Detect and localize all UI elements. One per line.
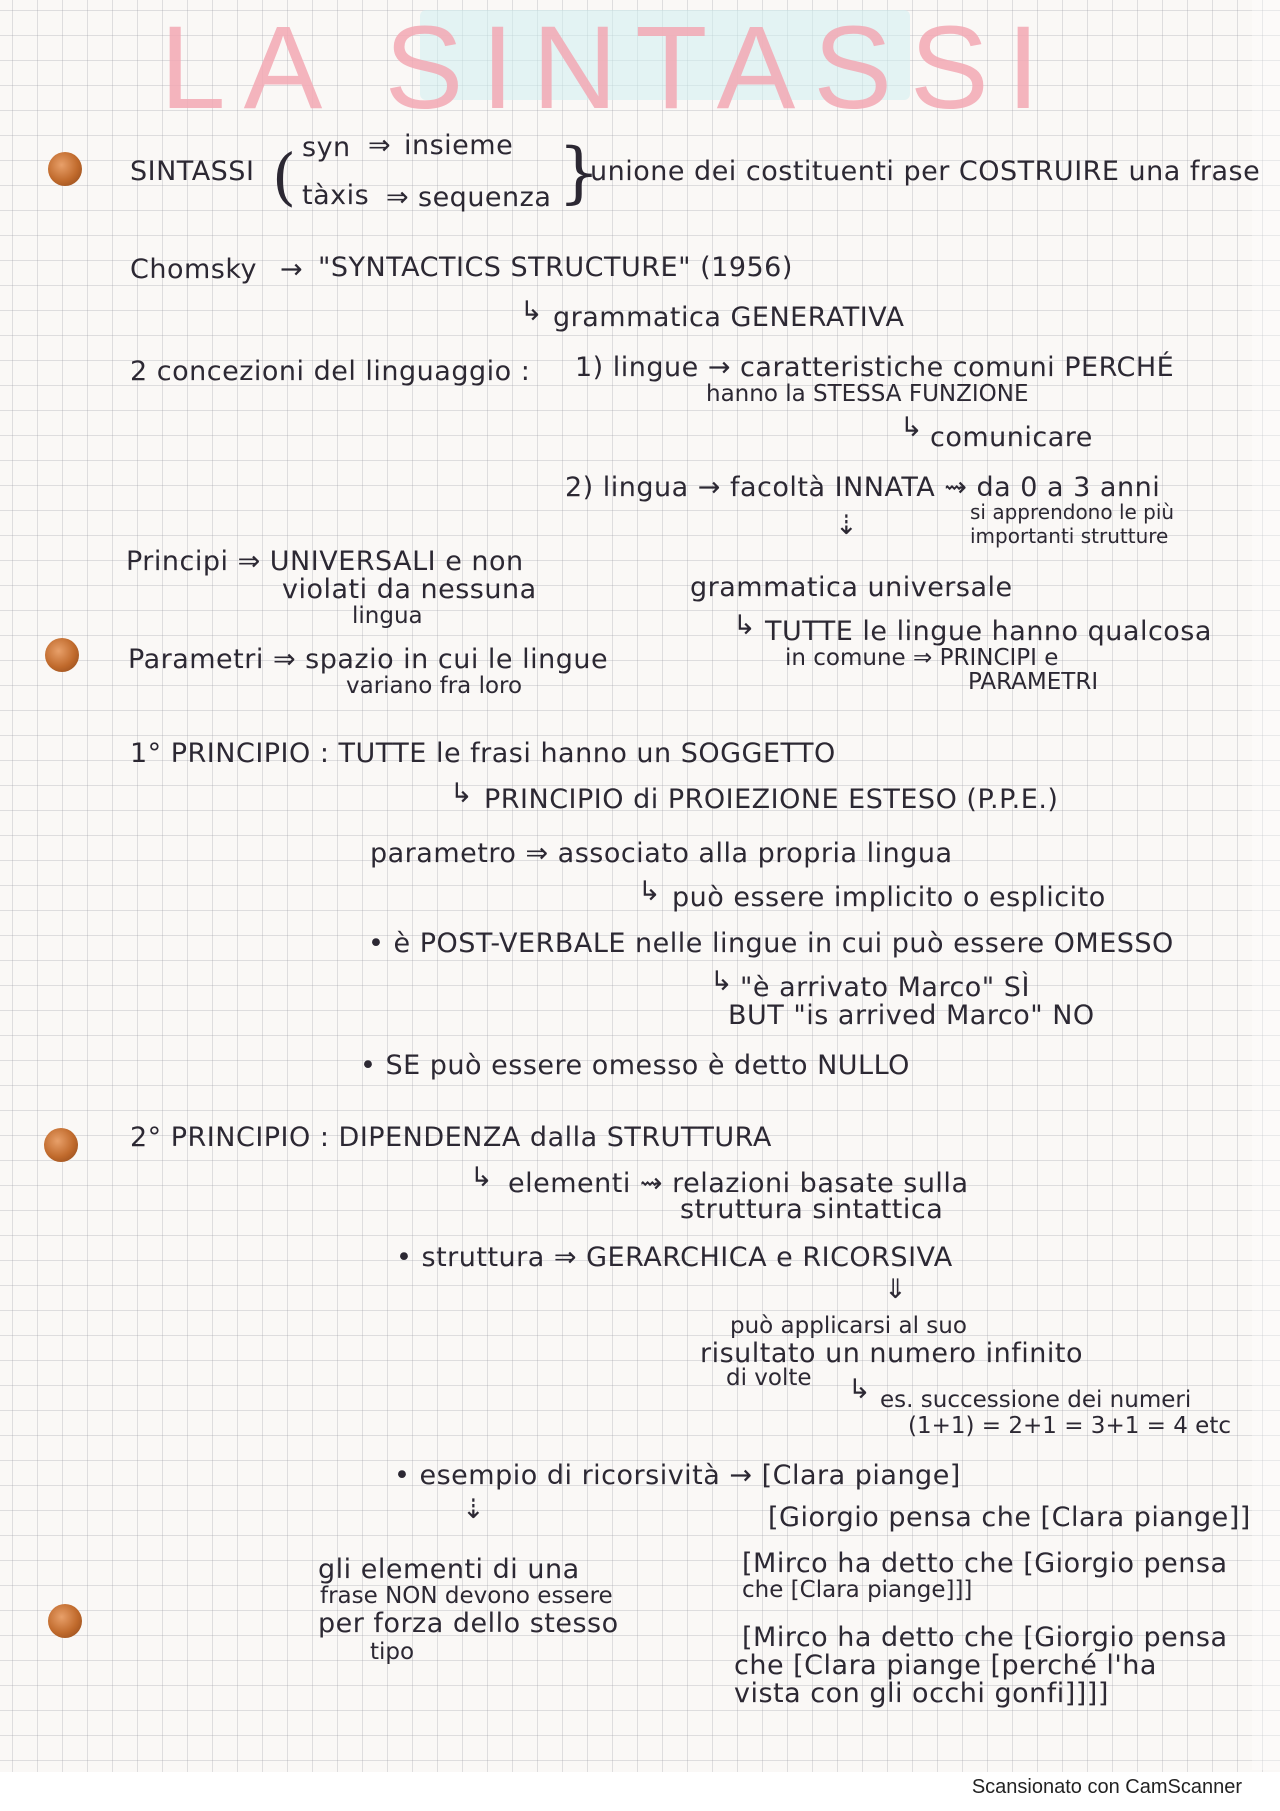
note-line-2: frase NON devono essere: [320, 1583, 613, 1609]
es-line-2: (1+1) = 2+1 = 3+1 = 4 etc: [908, 1413, 1231, 1439]
concezione-2: 2) lingua → facoltà INNATA ⇝ da 0 a 3 anni: [565, 472, 1161, 503]
concezione-1: 1) lingue → caratteristiche comuni PERCHÉ: [575, 352, 1175, 383]
binder-hole: [48, 152, 82, 186]
page-edge: [1252, 0, 1280, 1770]
chomsky-work: "SYNTACTICS STRUCTURE" (1956): [318, 252, 793, 283]
example-b-line-1: [Mirco ha detto che [Giorgio pensa: [742, 1548, 1228, 1579]
principi-line-3: lingua: [352, 603, 423, 629]
note-line-4: tipo: [370, 1639, 415, 1665]
binder-hole: [48, 1604, 82, 1638]
concezione-1-sub: comunicare: [930, 422, 1093, 453]
turn-arrow-icon: ↳: [710, 966, 734, 997]
syn-meaning: insieme: [404, 130, 514, 161]
es-line-1: es. successione dei numeri: [880, 1387, 1192, 1413]
example-c-line-2: che [Clara piange [perché l'ha: [734, 1650, 1157, 1681]
nullo-line: • SE può essere omesso è detto NULLO: [360, 1050, 910, 1081]
example-si: "è arrivato Marco" SÌ: [740, 972, 1030, 1003]
turn-arrow-icon: ↳: [900, 412, 924, 443]
parametri-line-2: variano fra loro: [346, 673, 523, 699]
close-brace: }: [558, 134, 600, 211]
ricorsivita-line: • esempio di ricorsività → [Clara piange]: [394, 1460, 961, 1491]
parametri-line-1: Parametri ⇒ spazio in cui le lingue: [128, 644, 609, 675]
open-brace: (: [272, 140, 297, 213]
down-arrow-icon: ⇓: [884, 1274, 908, 1305]
page-title: LA SINTASSI: [160, 2, 1058, 134]
note-line-1: gli elementi di una: [318, 1554, 580, 1585]
principio-2-heading: 2° PRINCIPIO : DIPENDENZA dalla STRUTTURA: [130, 1122, 772, 1153]
universal-note-1: TUTTE le lingue hanno qualcosa: [765, 616, 1212, 647]
turn-arrow-icon: ↳: [848, 1374, 872, 1405]
example-no: BUT "is arrived Marco" NO: [728, 1000, 1095, 1031]
syn-arrow: ⇒: [368, 130, 392, 161]
arrow-icon: →: [280, 254, 304, 285]
ppe: PRINCIPIO di PROIEZIONE ESTESO (P.P.E.): [484, 784, 1059, 815]
taxis-meaning: sequenza: [418, 182, 552, 213]
note-line-3: per forza dello stesso: [318, 1608, 619, 1639]
syn-label: syn: [302, 132, 351, 163]
concezione-1-cont: hanno la STESSA FUNZIONE: [706, 381, 1029, 407]
turn-arrow-icon: ↳: [450, 778, 474, 809]
universal-note-2: in comune ⇒ PRINCIPI e: [785, 645, 1059, 671]
taxis-label: tàxis: [302, 180, 370, 211]
concezione-2-note-1: si apprendono le più: [970, 500, 1175, 524]
term-sintassi: SINTASSI: [130, 156, 255, 187]
universal-note-3: PARAMETRI: [968, 669, 1099, 695]
concezione-2-note-2: importanti strutture: [970, 524, 1169, 548]
parametro-sub: può essere implicito o esplicito: [672, 882, 1106, 913]
generative-grammar: grammatica GENERATIVA: [553, 302, 905, 333]
example-c-line-1: [Mirco ha detto che [Giorgio pensa: [742, 1622, 1228, 1653]
apply-line-3: di volte: [726, 1365, 812, 1391]
example-c-line-3: vista con gli occhi gonfi]]]]: [734, 1678, 1109, 1709]
struttura-line: • struttura ⇒ GERARCHICA e RICORSIVA: [396, 1242, 953, 1273]
turn-arrow-icon: ↳: [520, 296, 544, 327]
universal-grammar: grammatica universale: [690, 572, 1013, 603]
apply-line-2: risultato un numero infinito: [700, 1338, 1083, 1369]
turn-arrow-icon: ↳: [470, 1162, 494, 1193]
sintassi-definition: unione dei costituenti per COSTRUIRE una frase: [590, 156, 1261, 187]
apply-line-1: può applicarsi al suo: [730, 1313, 967, 1339]
principio-1-heading: 1° PRINCIPIO : TUTTE le frasi hanno un SOGGETTO: [130, 738, 836, 769]
relazioni-line-1: elementi ⇝ relazioni basate sulla: [508, 1168, 969, 1199]
taxis-arrow: ⇒: [386, 182, 410, 213]
down-arrow-icon: ⇣: [462, 1494, 486, 1525]
parametro-line: parametro ⇒ associato alla propria lingua: [370, 838, 953, 869]
binder-hole: [45, 638, 79, 672]
scanner-watermark: Scansionato con CamScanner: [971, 1776, 1242, 1798]
concezioni-label: 2 concezioni del linguaggio :: [130, 356, 531, 387]
turn-arrow-icon: ↳: [733, 610, 757, 641]
post-verbale: • è POST-VERBALE nelle lingue in cui può essere OMESSO: [368, 928, 1174, 959]
example-b-line-2: che [Clara piange]]]: [742, 1577, 973, 1603]
relazioni-line-2: struttura sintattica: [680, 1194, 944, 1225]
binder-hole: [44, 1128, 78, 1162]
turn-arrow-icon: ↳: [638, 876, 662, 907]
down-arrow-icon: ⇣: [835, 510, 859, 541]
principi-line-2: violati da nessuna: [282, 574, 537, 605]
principi-line-1: Principi ⇒ UNIVERSALI e non: [126, 546, 524, 577]
example-a: [Giorgio pensa che [Clara piange]]: [768, 1502, 1251, 1533]
chomsky-name: Chomsky: [130, 254, 258, 285]
